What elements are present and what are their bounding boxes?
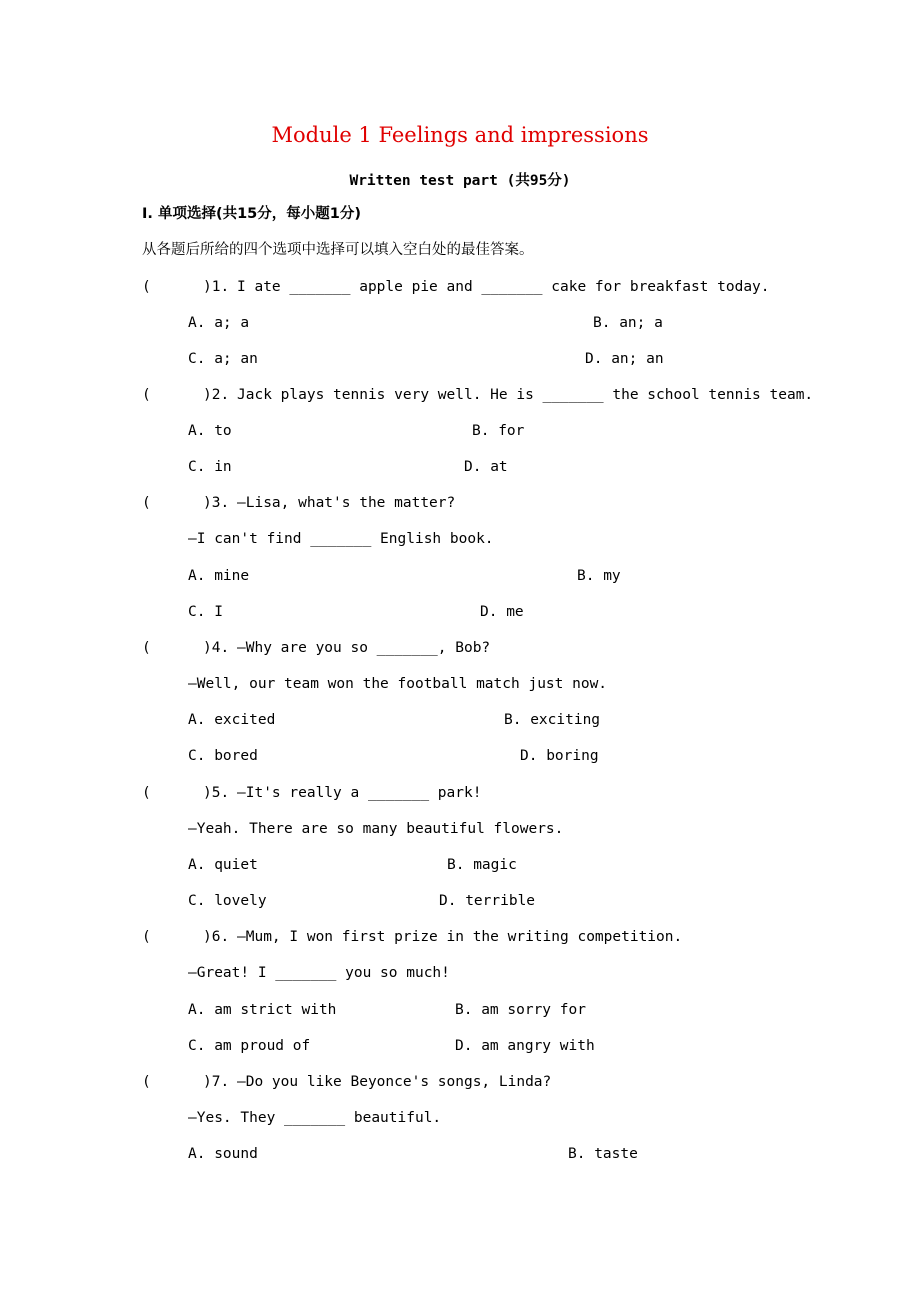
question-number: )6. (203, 929, 230, 945)
question-stem: —Mum, I won first prize in the writing competition. (237, 929, 683, 945)
option-c: C. lovely (188, 893, 267, 909)
option-c: C. in (188, 459, 232, 475)
option-c: C. am proud of (188, 1038, 311, 1054)
option-c: C. bored (188, 748, 258, 764)
answer-bracket: ( (142, 1074, 151, 1090)
question-number: )1. (203, 279, 230, 295)
option-b: B. magic (447, 857, 517, 873)
option-a: A. sound (188, 1146, 258, 1162)
section-heading: Ⅰ. 单项选择(共15分，每小题1分) (142, 206, 361, 222)
option-c: C. I (188, 604, 223, 620)
option-b: B. for (472, 423, 525, 439)
option-b: B. my (577, 568, 621, 584)
option-b: B. an; a (593, 315, 663, 331)
question-stem: I ate _______ apple pie and _______ cake for breakfast today. (237, 279, 770, 295)
question-number: )3. (203, 495, 230, 511)
option-d: D. boring (520, 748, 599, 764)
instruction-text: 从各题后所给的四个选项中选择可以填入空白处的最佳答案。 (142, 242, 534, 258)
question-stem: Jack plays tennis very well. He is _______ the school tennis team. (237, 387, 814, 403)
option-a: A. quiet (188, 857, 258, 873)
question-stem: —Why are you so _______, Bob? (237, 640, 491, 656)
question-reply: —I can't find _______ English book. (188, 531, 494, 547)
answer-bracket: ( (142, 387, 151, 403)
option-c: C. a; an (188, 351, 258, 367)
question-stem: —Do you like Beyonce's songs, Linda? (237, 1074, 552, 1090)
question-reply: —Great! I _______ you so much! (188, 965, 450, 981)
answer-bracket: ( (142, 279, 151, 295)
question-number: )2. (203, 387, 230, 403)
option-a: A. a; a (188, 315, 250, 331)
option-d: D. me (480, 604, 524, 620)
question-reply: —Yes. They _______ beautiful. (188, 1110, 442, 1126)
answer-bracket: ( (142, 495, 151, 511)
option-a: A. am strict with (188, 1002, 337, 1018)
option-a: A. excited (188, 712, 276, 728)
question-reply: —Well, our team won the football match just now. (188, 676, 608, 692)
question-reply: —Yeah. There are so many beautiful flowers. (188, 821, 564, 837)
option-b: B. taste (568, 1146, 638, 1162)
answer-bracket: ( (142, 785, 151, 801)
page-title: Module 1 Feelings and impressions (271, 123, 649, 147)
option-d: D. am angry with (455, 1038, 595, 1054)
question-stem: —Lisa, what's the matter? (237, 495, 456, 511)
option-a: A. mine (188, 568, 250, 584)
option-b: B. am sorry for (455, 1002, 586, 1018)
option-a: A. to (188, 423, 232, 439)
question-number: )5. (203, 785, 230, 801)
option-d: D. at (464, 459, 508, 475)
answer-bracket: ( (142, 929, 151, 945)
question-stem: —It's really a _______ park! (237, 785, 482, 801)
answer-bracket: ( (142, 640, 151, 656)
question-number: )7. (203, 1074, 230, 1090)
option-d: D. terrible (439, 893, 536, 909)
option-d: D. an; an (585, 351, 664, 367)
question-number: )4. (203, 640, 230, 656)
option-b: B. exciting (504, 712, 601, 728)
page-subtitle: Written test part (共95分) (349, 173, 571, 189)
